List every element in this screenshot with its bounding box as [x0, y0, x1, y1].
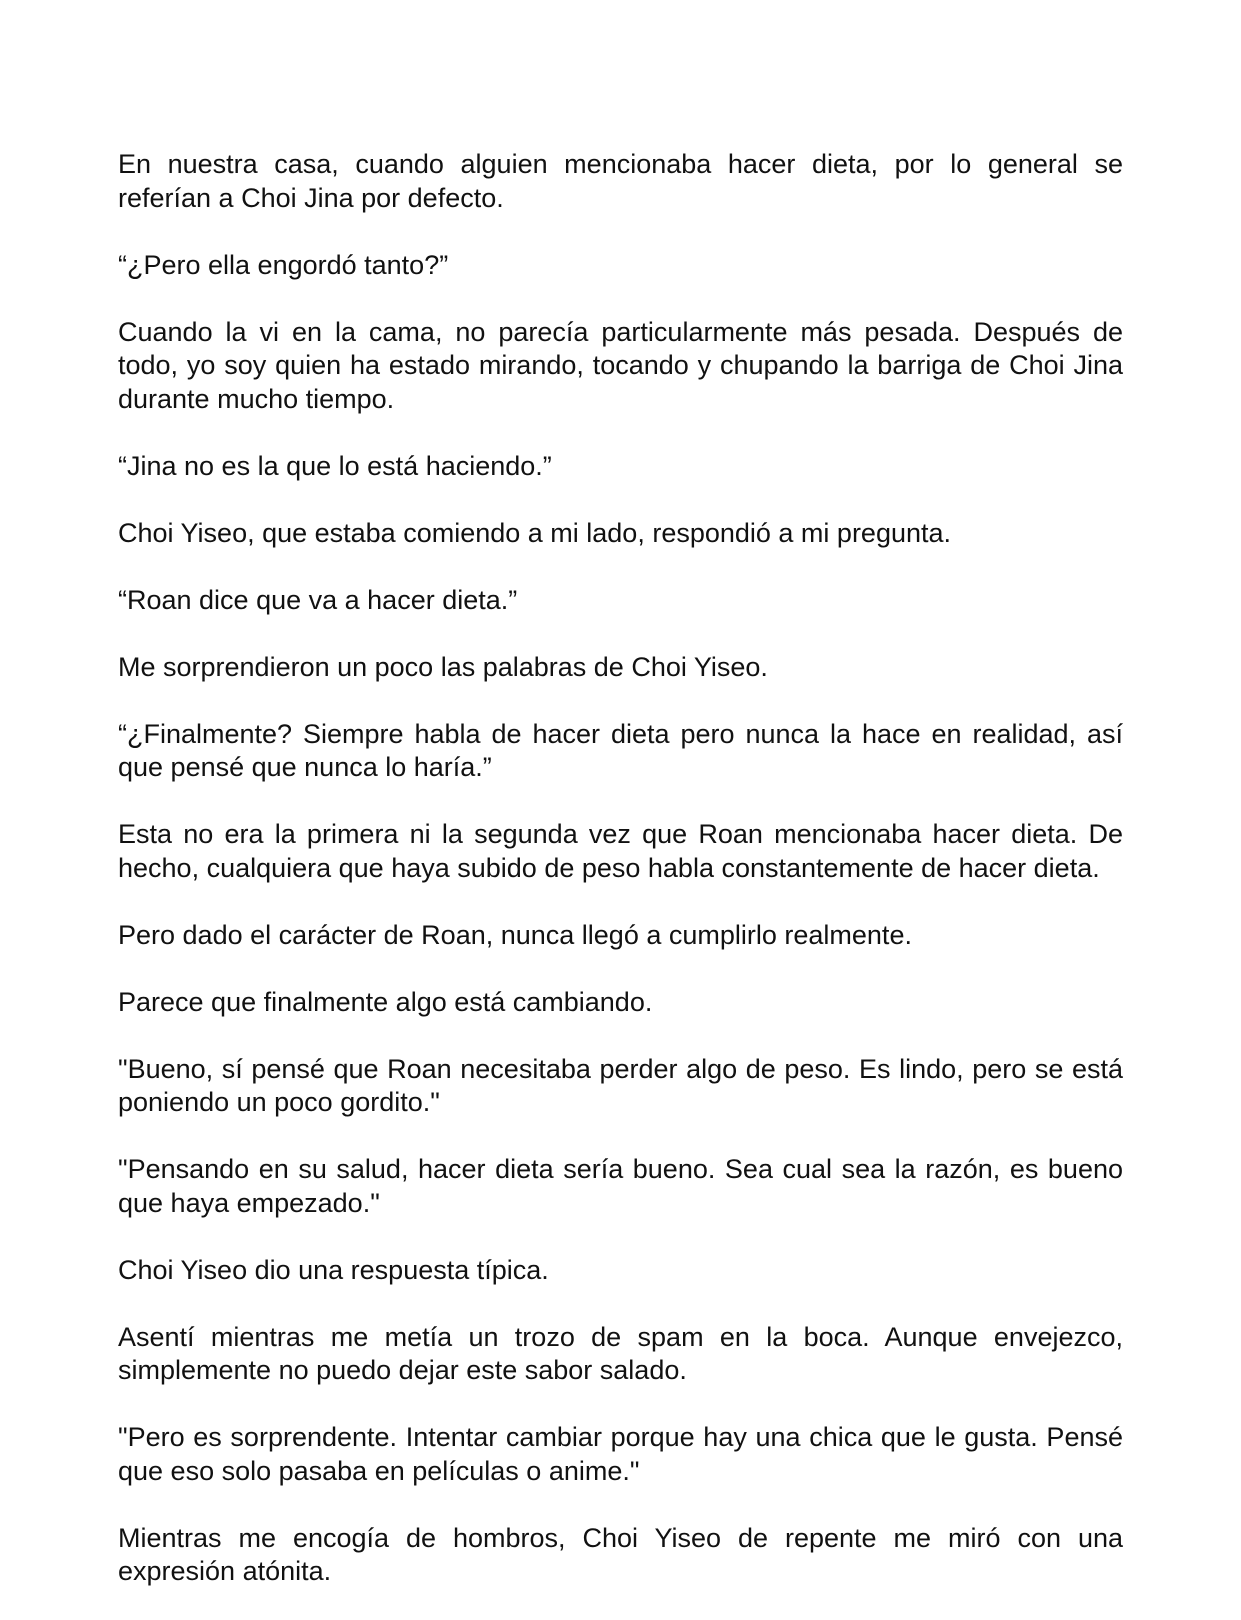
- paragraph-11: Parece que finalmente algo está cambiando.: [118, 986, 653, 1017]
- paragraph-7: Me sorprendieron un poco las palabras de Choi Yiseo.: [118, 651, 768, 682]
- paragraph-16: "Pero es sorprendente. Intentar cambiar porque hay una chica que le gusta. Pensé que eso solo pasaba en películas o anime.": [118, 1422, 1123, 1486]
- paragraph-1: En nuestra casa, cuando alguien mencionaba hacer dieta, por lo general se referían a Choi Jina por defecto.: [118, 149, 1123, 213]
- paragraph-12: "Bueno, sí pensé que Roan necesitaba perder algo de peso. Es lindo, pero se está poniendo un poco gordito.": [118, 1053, 1123, 1117]
- paragraph-13: "Pensando en su salud, hacer dieta sería bueno. Sea cual sea la razón, es bueno que haya empezado.": [118, 1154, 1123, 1218]
- paragraph-10: Pero dado el carácter de Roan, nunca llegó a cumplirlo realmente.: [118, 919, 912, 950]
- paragraph-17: Mientras me encogía de hombros, Choi Yiseo de repente me miró con una expresión atónita.: [118, 1522, 1123, 1586]
- paragraph-15: Asentí mientras me metía un trozo de spam en la boca. Aunque envejezco, simplemente no puedo dejar este sabor salado.: [118, 1321, 1123, 1385]
- paragraph-9: Esta no era la primera ni la segunda vez que Roan mencionaba hacer dieta. De hecho, cualquiera que haya subido de peso habla constantemente de hacer dieta.: [118, 819, 1123, 883]
- document-page: [118, 148, 1123, 1589]
- paragraph-4: “Jina no es la que lo está haciendo.”: [118, 450, 552, 481]
- paragraph-3: Cuando la vi en la cama, no parecía particularmente más pesada. Después de todo, yo soy quien ha estado mirando, tocando y chupando la barriga de Choi Jina durante mucho tiempo.: [118, 316, 1123, 414]
- paragraph-5: Choi Yiseo, que estaba comiendo a mi lado, respondió a mi pregunta.: [118, 517, 952, 548]
- paragraph-14: Choi Yiseo dio una respuesta típica.: [118, 1254, 549, 1285]
- paragraph-8: “¿Finalmente? Siempre habla de hacer dieta pero nunca la hace en realidad, así que pensé que nunca lo haría.”: [118, 718, 1123, 782]
- paragraph-6: “Roan dice que va a hacer dieta.”: [118, 584, 518, 615]
- paragraph-2: “¿Pero ella engordó tanto?”: [118, 249, 449, 280]
